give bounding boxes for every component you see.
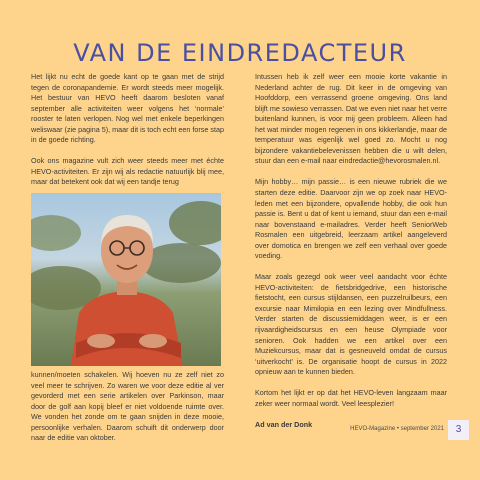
paragraph: Het lijkt nu echt de goede kant op te gaan met de strijd tegen de coronapandemie. Er wordt steeds meer mogelijk. Het bestuur van HEVO heeft daarom besloten vanaf september alle activiteiten weer volgens het ‘normale’ rooster te laten verlopen. Nog wel met enkele beperkingen weliswaar (zie pagina 5), maar dit is toch echt een forse stap in de goede richting.: [31, 72, 224, 145]
paragraph: Maar zoals gezegd ook weer veel aandacht voor échte HEVO-activiteiten: de fietsbridgedrive, een historische fietstocht, een cursus stijldansen, een puzzelruilbeurs, een excursie naar Mimilopia en een lezing over Mindfullness. Verder starten de discussiemiddagen weer, is er een rijvaardigheidscursus en een heuse Olympiade voor senioren. Ook hadden we een artikel over een Muziekcursus, maar dat is gesneuveld omdat de cursus ‘uitverkocht’ is. De organisatie hoopt de cursus in 2022 opnieuw aan te kunnen bieden.: [255, 272, 447, 377]
footer-text: HEVO-Magazine • september 2021: [350, 426, 444, 432]
left-bottom-column: [31, 370, 224, 454]
paragraph: Kortom het lijkt er op dat het HEVO-leven langzaam maar zeker weer normaal wordt. Veel leesplezier!: [255, 388, 447, 408]
page-title: VAN DE EINDREDACTEUR: [73, 39, 407, 67]
left-column: [31, 72, 224, 198]
right-column: [255, 72, 447, 441]
page-number: 3: [448, 420, 469, 440]
paragraph: kunnen/moeten schakelen. Wij hoeven nu ze zelf niet zo veel meer te schrijven. Zo waren we voor deze editie al ver gevorderd met een serie artikelen over Parkinson, maar door de golf aan kopij bleef er niet voldoende ruimte over. We vonden het zonde om te gaan snijden in deze mooie, persoonlijke verhalen. Daarom schuift dit onderwerp door naar de editie van oktober.: [31, 370, 224, 443]
paragraph: Mijn hobby… mijn passie… is een nieuwe rubriek die we starten deze editie. Daarvoor zijn we op zoek naar HEVO-leden met een bijzondere, opvallende hobby, die ook hun passie is. Bent u dat of kent u iemand, stuur dan een e-mail naar bovenstaand e-mailadres. Verder heeft SeniorWeb Rosmalen een uitgebreid, leerzaam artikel aangeleverd over domotica en brengen we zelf een verhaal over goede voeding.: [255, 177, 447, 261]
portrait-photo: [31, 193, 221, 366]
paragraph: Intussen heb ik zelf weer een mooie korte vakantie in Nederland achter de rug. Dit keer in de omgeving van Hoofddorp, een verrassend groene omgeving. Ons land blijft me sowieso verrassen. Dat we even niet naar het verre buitenland kunnen, is voor mij geen probleem. Alleen had het wat minder mogen regenen in ons kikkerlandje, maar de temperatuur was eigenlijk wel goed zo. Mocht u nog bijzondere vakantiebelevenissen hebben die u wilt delen, stuur dan een e-mail naar eindredactie@hevorosmalen.nl.: [255, 72, 447, 166]
signature: Ad van der Donk: [255, 419, 313, 429]
paragraph: Ook ons magazine vult zich weer steeds meer met échte HEVO-activiteiten. Er zijn wij als redactie natuurlijk blij mee, maar dat betekent ook dat wij een tandje terug: [31, 156, 224, 187]
